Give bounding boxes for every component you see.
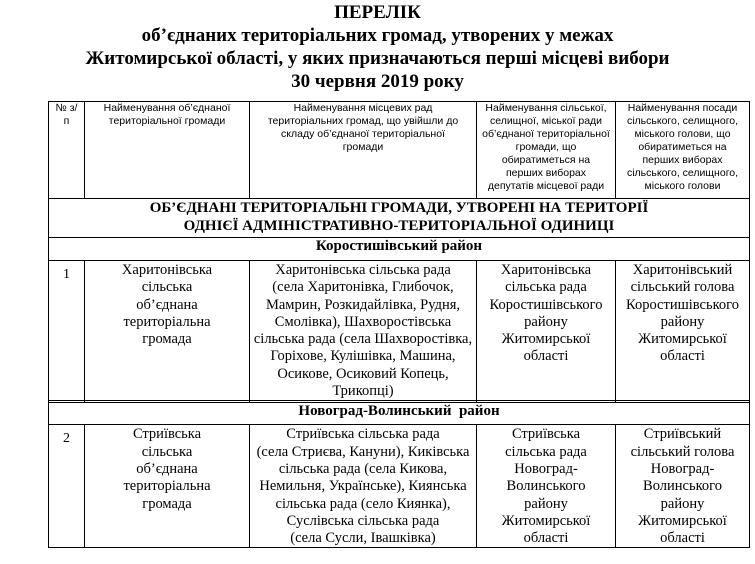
document-title [0, 1, 755, 93]
cell-line: Новоград- [514, 460, 578, 477]
cell-line: області [523, 348, 569, 365]
cell-line: Стриївська [132, 426, 202, 443]
cell-line: об’єднана [136, 296, 198, 313]
cell-line: Харитонівська [500, 262, 592, 278]
section-title-line-2: ОДНІЄЇ АДМІНІСТРАТИВНО-ТЕРИТОРІАЛЬНОЇ ОДИНИЦІ [183, 218, 615, 234]
title-line-2: об’єднаних територіальних громад, утворених у межах [141, 25, 614, 46]
row-number: 1 [49, 261, 85, 401]
cell-line: сільська [141, 279, 193, 296]
cell-line: Волинського [643, 478, 722, 495]
cell-line: Мамрин, Розкидайлівка, Рудня, [265, 296, 461, 313]
cell-line: Стриївська сільська рада [286, 426, 440, 443]
cell-line: Осикове, Осиковий Копець, [277, 365, 449, 382]
cell-line: Трикопці) [332, 383, 394, 400]
cell-line: Волинського [506, 478, 586, 495]
cell-line: сільська рада [505, 443, 587, 460]
elections-table [48, 101, 750, 548]
district-row [49, 238, 750, 261]
cell-line: району [524, 495, 568, 512]
cell-line: громада [142, 331, 192, 348]
cell-line: Житомирської [501, 512, 591, 529]
cell-line: Немильня, Українське), Киянська [259, 478, 467, 495]
section-title-line-1: ОБ’ЄДНАНІ ТЕРИТОРІАЛЬНІ ГРОМАДИ, УТВОРЕНІ НА ТЕРИТОРІЇ [149, 200, 649, 216]
table-row [49, 261, 750, 401]
cell-line: району [660, 495, 705, 512]
community-name [85, 425, 250, 548]
cell-line: територіальна [123, 478, 211, 495]
cell-line: (села Сусли, Івашківка) [290, 530, 436, 547]
title-line-1: ПЕРЕЛІК [334, 2, 421, 23]
cell-line: Горіхове, Кулішівка, Машина, [270, 348, 456, 365]
section-title [49, 199, 750, 238]
cell-line: району [524, 313, 568, 330]
header-community: Найменування об’єднаної територіальної громади [85, 102, 250, 199]
cell-line: області [660, 530, 705, 547]
member-councils [250, 261, 477, 401]
council-name [477, 261, 616, 401]
council-name [477, 425, 616, 548]
cell-line: Житомирської [638, 512, 727, 529]
district-name: Новоград-Волинський район [49, 403, 750, 425]
cell-line: сільський голова [630, 443, 735, 460]
cell-line: територіальна [123, 313, 211, 330]
cell-line: громада [142, 495, 192, 512]
header-num: № з/п [49, 102, 85, 199]
section-row [49, 199, 750, 238]
district-name: Коростишівський район [49, 238, 750, 261]
header-councils: Найменування місцевих рад територіальних громад, що увійшли до складу об’єднаної територіальної громади [250, 102, 477, 199]
row-number: 2 [49, 425, 85, 548]
head-title [616, 425, 750, 548]
cell-line: Суслівська сільська рада [286, 512, 440, 529]
cell-line: (села Харитонівка, Глибочок, [272, 279, 454, 296]
title-line-4: 30 червня 2019 року [291, 71, 464, 92]
cell-line: сільська рада (село Киянка), [275, 495, 451, 512]
cell-line: сільська рада (села Шахворостівка, [253, 331, 473, 348]
cell-line: Смолівка), Шахворостівська [274, 313, 452, 330]
cell-line: сільська рада [505, 279, 587, 296]
cell-line: Новоград- [650, 460, 715, 477]
cell-line: Коростишівського [489, 296, 603, 313]
cell-line: сільська [141, 443, 193, 460]
cell-line: району [660, 313, 705, 330]
cell-line: сільський голова [630, 279, 735, 296]
header-head: Найменування посади сільського, селищного, міського голови, що обиратиметься на перших виборах сільського, селищного, міського голови [616, 102, 750, 199]
cell-line: Харитонівська [121, 262, 213, 278]
header-council: Найменування сільської, селищної, міської ради об’єднаної територіальної громади, що обиратиметься на перших виборах депутатів місцевої ради [477, 102, 616, 199]
cell-line: Житомирської [501, 331, 591, 348]
member-councils [250, 425, 477, 548]
cell-line: Коростишівського [626, 296, 739, 313]
cell-line: області [523, 530, 569, 547]
cell-line: Стриївська [511, 426, 581, 443]
header-row [49, 102, 750, 199]
table-row [49, 425, 750, 548]
cell-line: об’єднана [136, 460, 198, 477]
cell-line: Стриївський [643, 426, 722, 443]
cell-line: Житомирської [638, 331, 727, 348]
cell-line: Харитонівська сільська рада [275, 262, 451, 278]
community-name [85, 261, 250, 401]
district-row [49, 403, 750, 425]
cell-line: області [660, 348, 705, 365]
cell-line: Харитонівський [632, 262, 733, 278]
head-title [616, 261, 750, 401]
cell-line: сільська рада (села Кикова, [278, 460, 448, 477]
cell-line: (села Стриєва, Кануни), Киківська [256, 443, 470, 460]
title-line-3: Житомирської області, у яких призначаються перші місцеві вибори [85, 48, 670, 69]
